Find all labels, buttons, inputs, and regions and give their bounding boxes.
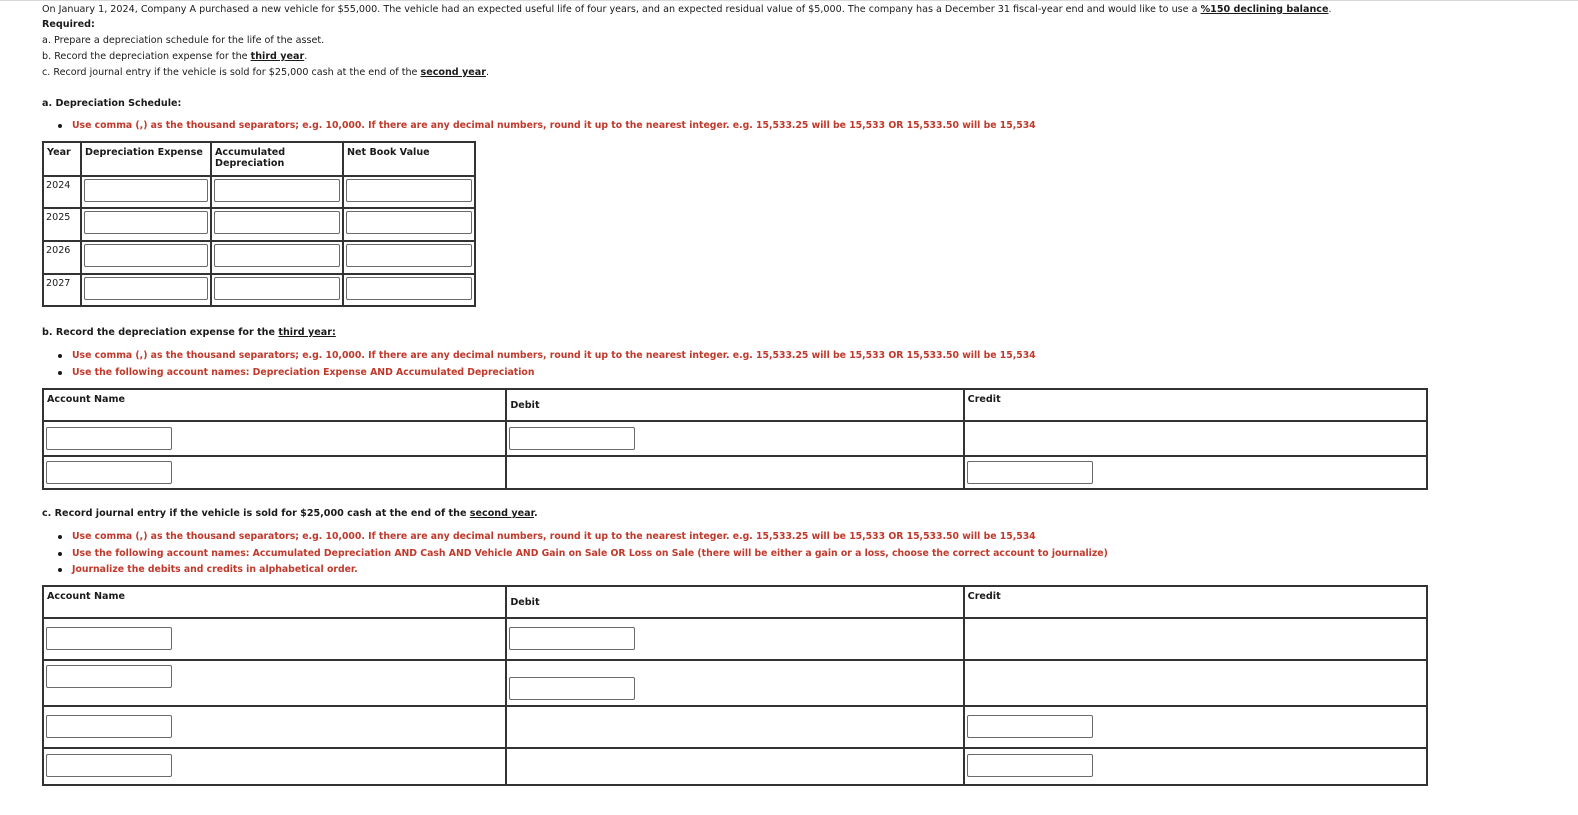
requirement-b: [42, 51, 307, 63]
section-c-note-format: Use comma (,) as the thousand separators; e.g. 10,000. If there are any decimal numbers, round it up to the nearest integer. e.g. 15,533.25 will be 15,533 OR 15,533.50 will be 15,534: [56, 531, 1108, 548]
req-c-text: c. Record journal entry if the vehicle is sold for $25,000 cash at the end of the: [42, 67, 421, 78]
section-c-heading: [42, 508, 538, 520]
accumulated-cell: [211, 241, 343, 274]
expense-input-2026[interactable]: [84, 244, 208, 267]
expense-cell: [81, 241, 211, 274]
account-cell: [43, 660, 506, 706]
debit-cell: [506, 421, 963, 456]
nbv-input-2026[interactable]: [346, 244, 472, 267]
journal-b-header-row: [43, 389, 1427, 421]
year-cell: 2024: [43, 176, 81, 208]
nbv-input-2025[interactable]: [346, 211, 472, 234]
credit-cell: [964, 618, 1427, 660]
year-cell: 2026: [43, 241, 81, 274]
credit-cell: [964, 748, 1427, 785]
credit-cell: [964, 456, 1427, 489]
header-credit: Credit: [964, 389, 1427, 421]
nbv-cell: [343, 241, 475, 274]
section-a-heading: a. Depreciation Schedule:: [42, 98, 182, 109]
c-credit-input-4[interactable]: [967, 754, 1093, 777]
c-credit-input-3[interactable]: [967, 715, 1093, 738]
year-cell: 2027: [43, 274, 81, 306]
year-cell: 2025: [43, 208, 81, 241]
journal-b-table: [42, 388, 1428, 490]
nbv-input-2024[interactable]: [346, 179, 472, 202]
schedule-row-2027: [43, 274, 475, 306]
schedule-row-2025: [43, 208, 475, 241]
c-debit-input-1[interactable]: [509, 627, 635, 650]
depreciation-schedule-table: [42, 141, 476, 307]
requirement-c: [42, 67, 489, 79]
section-b-note-format: Use comma (,) as the thousand separators; e.g. 10,000. If there are any decimal numbers, round it up to the nearest integer. e.g. 15,533.25 will be 15,533 OR 15,533.50 will be 15,534: [56, 350, 1036, 367]
section-c-note-order: Journalize the debits and credits in alphabetical order.: [56, 564, 1108, 581]
req-c-period: .: [485, 67, 490, 78]
c-account-input-2[interactable]: [46, 665, 172, 688]
nbv-cell: [343, 208, 475, 241]
accumulated-input-2026[interactable]: [214, 244, 340, 267]
accumulated-input-2025[interactable]: [214, 211, 340, 234]
section-c-note-accounts: Use the following account names: Accumulated Depreciation AND Cash AND Vehicle AND Gain on Sale OR Loss on Sale (there will be either a gain or a loss, choose the correct account to journalize): [56, 548, 1108, 565]
section-b-notes: [56, 350, 1036, 383]
header-net-book-value: Net Book Value: [343, 142, 475, 176]
journal-b-row-2: [43, 456, 1427, 489]
problem-intro: [42, 4, 1332, 16]
intro-period: .: [1328, 4, 1332, 15]
debit-cell: [506, 618, 963, 660]
req-c-emphasis: second year: [420, 67, 486, 78]
account-cell: [43, 748, 506, 785]
section-b-heading-emphasis: third year:: [278, 327, 336, 338]
req-b-text: b. Record the depreciation expense for the: [42, 51, 251, 62]
method-emphasis: %150 declining balance: [1200, 4, 1329, 15]
req-b-emphasis: third year: [250, 51, 305, 62]
journal-c-row-3: [43, 706, 1427, 748]
expense-cell: [81, 208, 211, 241]
section-b-note-accounts: Use the following account names: Depreciation Expense AND Accumulated Depreciation: [56, 367, 1036, 384]
req-b-period: .: [304, 51, 308, 62]
c-account-input-3[interactable]: [46, 715, 172, 738]
c-account-input-1[interactable]: [46, 627, 172, 650]
expense-input-2027[interactable]: [84, 277, 208, 300]
account-cell: [43, 421, 506, 456]
journal-c-header-row: [43, 586, 1427, 618]
section-c-heading-period: .: [533, 508, 538, 519]
header-accumulated-depreciation: Accumulated Depreciation: [211, 142, 343, 176]
section-b-heading-text: b. Record the depreciation expense for the: [42, 327, 279, 338]
top-divider: [0, 0, 1578, 1]
accumulated-input-2024[interactable]: [214, 179, 340, 202]
b-debit-input-1[interactable]: [509, 427, 635, 450]
accumulated-cell: [211, 176, 343, 208]
debit-cell: [506, 706, 963, 748]
expense-input-2025[interactable]: [84, 211, 208, 234]
header-account-name: Account Name: [43, 389, 506, 421]
header-debit: Debit: [506, 586, 963, 618]
account-cell: [43, 706, 506, 748]
c-debit-input-2[interactable]: [509, 677, 635, 700]
header-credit: Credit: [964, 586, 1427, 618]
credit-cell: [964, 660, 1427, 706]
b-account-input-2[interactable]: [46, 461, 172, 484]
section-c-heading-emphasis: second year: [469, 508, 534, 519]
section-a-notes: [56, 120, 1036, 137]
accumulated-input-2027[interactable]: [214, 277, 340, 300]
b-credit-input-2[interactable]: [967, 461, 1093, 484]
account-cell: [43, 618, 506, 660]
requirement-a: a. Prepare a depreciation schedule for the life of the asset.: [42, 35, 325, 46]
credit-cell: [964, 421, 1427, 456]
journal-c-row-4: [43, 748, 1427, 785]
nbv-cell: [343, 176, 475, 208]
debit-cell: [506, 660, 963, 706]
intro-text: On January 1, 2024, Company A purchased a new vehicle for $55,000. The vehicle had an expected useful life of four years, and an expected residual value of $5,000. The company has a December 31 fiscal-year end and would like to use a: [42, 4, 1201, 15]
expense-cell: [81, 176, 211, 208]
header-account-name: Account Name: [43, 586, 506, 618]
expense-cell: [81, 274, 211, 306]
journal-c-table: [42, 585, 1428, 786]
required-label: Required:: [42, 19, 95, 30]
section-a-note: Use comma (,) as the thousand separators; e.g. 10,000. If there are any decimal numbers, round it up to the nearest integer. e.g. 15,533.25 will be 15,533 OR 15,533.50 will be 15,534: [56, 120, 1036, 137]
accumulated-cell: [211, 208, 343, 241]
section-b-heading: [42, 327, 336, 339]
debit-cell: [506, 748, 963, 785]
expense-input-2024[interactable]: [84, 179, 208, 202]
nbv-input-2027[interactable]: [346, 277, 472, 300]
schedule-header-row: [43, 142, 475, 176]
header-debit: Debit: [506, 389, 963, 421]
schedule-row-2024: [43, 176, 475, 208]
credit-cell: [964, 706, 1427, 748]
b-account-input-1[interactable]: [46, 427, 172, 450]
journal-c-row-1: [43, 618, 1427, 660]
account-cell: [43, 456, 506, 489]
journal-b-row-1: [43, 421, 1427, 456]
schedule-row-2026: [43, 241, 475, 274]
c-account-input-4[interactable]: [46, 754, 172, 777]
header-year: Year: [43, 142, 81, 176]
debit-cell: [506, 456, 963, 489]
section-c-notes: [56, 531, 1108, 581]
nbv-cell: [343, 274, 475, 306]
header-depreciation-expense: Depreciation Expense: [81, 142, 211, 176]
section-c-heading-text: c. Record journal entry if the vehicle is sold for $25,000 cash at the end of the: [42, 508, 470, 519]
journal-c-row-2: [43, 660, 1427, 706]
accumulated-cell: [211, 274, 343, 306]
